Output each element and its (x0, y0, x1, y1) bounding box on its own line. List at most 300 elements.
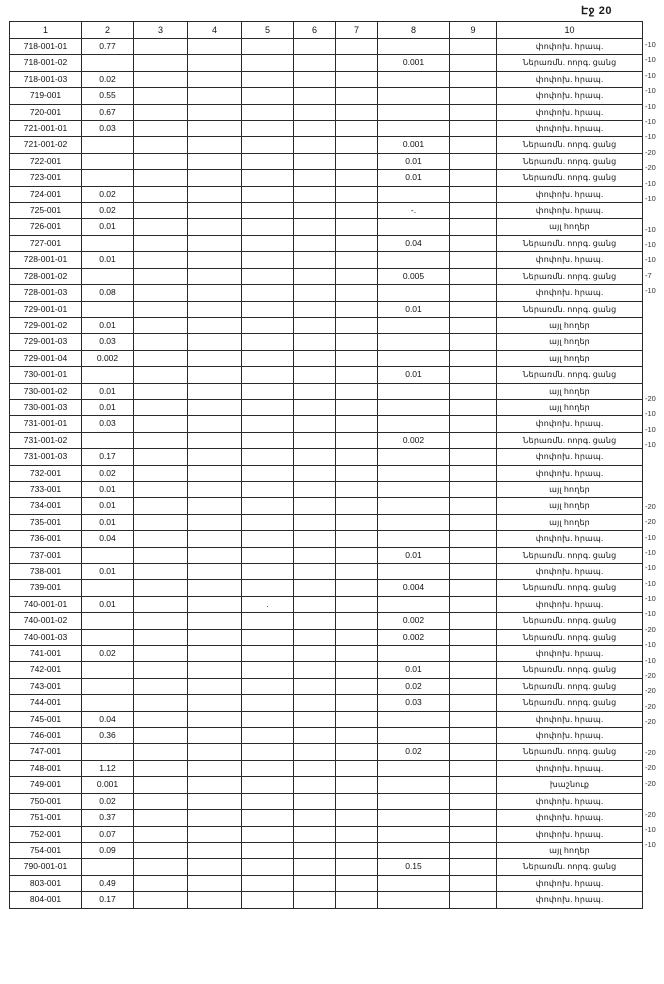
cell-7 (336, 432, 378, 448)
cell-4 (188, 252, 242, 268)
cell-7 (336, 596, 378, 612)
margin-mark: -20 (645, 624, 656, 634)
cell-10: փոփոխ. հրապ. (497, 104, 643, 120)
cell-7 (336, 153, 378, 169)
cell-5 (242, 695, 294, 711)
table-row (10, 842, 643, 858)
cell-8: 0.01 (378, 301, 450, 317)
margin-mark (645, 453, 664, 468)
margin-mark (645, 206, 664, 221)
cell-3 (134, 810, 188, 826)
table-row (10, 170, 643, 186)
cell-1: 733-001 (10, 481, 82, 497)
table-row (10, 350, 643, 366)
cell-6 (294, 531, 336, 547)
cell-6 (294, 88, 336, 104)
cell-1: 744-001 (10, 695, 82, 711)
cell-3 (134, 268, 188, 284)
cell-2: 0.001 (82, 777, 134, 793)
table-row (10, 104, 643, 120)
cell-7 (336, 760, 378, 776)
margin-annotations (645, 37, 664, 853)
cell-6 (294, 695, 336, 711)
cell-9 (450, 350, 497, 366)
cell-2 (82, 695, 134, 711)
column-header-6: 6 (294, 22, 336, 39)
cell-1: 736-001 (10, 531, 82, 547)
cell-8 (378, 383, 450, 399)
cell-8 (378, 334, 450, 350)
cell-2: 0.17 (82, 449, 134, 465)
cell-7 (336, 662, 378, 678)
cell-5 (242, 613, 294, 629)
cell-9 (450, 744, 497, 760)
cell-7 (336, 170, 378, 186)
cell-7 (336, 55, 378, 71)
table-row (10, 531, 643, 547)
cell-10: փոփոխ. հրապ. (497, 826, 643, 842)
cell-5 (242, 662, 294, 678)
cell-5 (242, 399, 294, 415)
cell-2 (82, 744, 134, 760)
cell-1: 718-001-01 (10, 39, 82, 55)
cell-4 (188, 186, 242, 202)
margin-mark: -7 (645, 270, 652, 280)
cell-6 (294, 711, 336, 727)
margin-mark: -10 (645, 101, 656, 111)
cell-1: 734-001 (10, 498, 82, 514)
cell-8: 0.01 (378, 367, 450, 383)
cell-1: 740-001-02 (10, 613, 82, 629)
cell-2: 0.01 (82, 399, 134, 415)
cell-5 (242, 646, 294, 662)
margin-mark: -20 (645, 163, 656, 173)
table-row (10, 367, 643, 383)
cell-5 (242, 826, 294, 842)
cell-4 (188, 646, 242, 662)
cell-2: 0.03 (82, 416, 134, 432)
cell-8: 0.15 (378, 859, 450, 875)
cell-9 (450, 301, 497, 317)
cell-10: այլ հողեր (497, 334, 643, 350)
cell-1: 731-001-01 (10, 416, 82, 432)
cell-3 (134, 285, 188, 301)
cell-3 (134, 547, 188, 563)
cell-10: Ներառմն. ոորգ. ցանց (497, 629, 643, 645)
land-registry-table (9, 21, 643, 909)
cell-6 (294, 481, 336, 497)
cell-5 (242, 481, 294, 497)
cell-1: 726-001 (10, 219, 82, 235)
cell-5 (242, 892, 294, 908)
cell-6 (294, 285, 336, 301)
margin-mark (645, 376, 664, 391)
table-row (10, 71, 643, 87)
cell-2: 0.02 (82, 203, 134, 219)
cell-1: 719-001 (10, 88, 82, 104)
cell-6 (294, 744, 336, 760)
cell-2: 0.49 (82, 875, 134, 891)
cell-8: 0.001 (378, 55, 450, 71)
cell-2: 0.02 (82, 793, 134, 809)
cell-2 (82, 301, 134, 317)
cell-5 (242, 88, 294, 104)
cell-4 (188, 728, 242, 744)
cell-3 (134, 350, 188, 366)
cell-9 (450, 531, 497, 547)
cell-1: 751-001 (10, 810, 82, 826)
cell-4 (188, 285, 242, 301)
cell-1: 732-001 (10, 465, 82, 481)
cell-7 (336, 416, 378, 432)
cell-9 (450, 186, 497, 202)
cell-8: 0.01 (378, 547, 450, 563)
cell-4 (188, 301, 242, 317)
cell-8 (378, 465, 450, 481)
cell-4 (188, 235, 242, 251)
cell-7 (336, 498, 378, 514)
table-row (10, 744, 643, 760)
cell-7 (336, 810, 378, 826)
cell-6 (294, 564, 336, 580)
cell-6 (294, 170, 336, 186)
table-row (10, 301, 643, 317)
cell-2 (82, 367, 134, 383)
cell-1: 749-001 (10, 777, 82, 793)
cell-2: 0.01 (82, 252, 134, 268)
table-row (10, 334, 643, 350)
margin-mark: -20 (645, 701, 656, 711)
cell-10: Ներառմն. ոորգ. ցանց (497, 695, 643, 711)
margin-mark: -10 (645, 86, 656, 96)
cell-4 (188, 826, 242, 842)
cell-5 (242, 760, 294, 776)
cell-8 (378, 252, 450, 268)
cell-6 (294, 71, 336, 87)
cell-1: 737-001 (10, 547, 82, 563)
cell-8 (378, 711, 450, 727)
margin-mark: -10 (645, 55, 656, 65)
cell-1: 728-001-01 (10, 252, 82, 268)
cell-10: փոփոխ. հրապ. (497, 728, 643, 744)
table-row (10, 777, 643, 793)
cell-9 (450, 203, 497, 219)
cell-9 (450, 121, 497, 137)
cell-4 (188, 268, 242, 284)
cell-4 (188, 547, 242, 563)
cell-8: 0.002 (378, 629, 450, 645)
cell-2: 0.03 (82, 121, 134, 137)
cell-10: փոփոխ. հրապ. (497, 531, 643, 547)
cell-3 (134, 531, 188, 547)
cell-2: 0.01 (82, 564, 134, 580)
cell-4 (188, 432, 242, 448)
table-row (10, 695, 643, 711)
cell-6 (294, 153, 336, 169)
cell-7 (336, 728, 378, 744)
cell-9 (450, 596, 497, 612)
cell-9 (450, 137, 497, 153)
cell-6 (294, 432, 336, 448)
cell-6 (294, 613, 336, 629)
cell-2: 0.37 (82, 810, 134, 826)
cell-9 (450, 383, 497, 399)
cell-2: 0.17 (82, 892, 134, 908)
cell-8 (378, 39, 450, 55)
cell-9 (450, 564, 497, 580)
cell-8 (378, 760, 450, 776)
cell-3 (134, 399, 188, 415)
cell-3 (134, 465, 188, 481)
cell-1: 745-001 (10, 711, 82, 727)
cell-4 (188, 203, 242, 219)
cell-10: Ներառմն. ոորգ. ցանց (497, 580, 643, 596)
cell-5 (242, 728, 294, 744)
cell-6 (294, 826, 336, 842)
cell-1: 723-001 (10, 170, 82, 186)
cell-2: 0.01 (82, 481, 134, 497)
cell-7 (336, 842, 378, 858)
cell-1: 748-001 (10, 760, 82, 776)
cell-4 (188, 760, 242, 776)
cell-9 (450, 842, 497, 858)
cell-2 (82, 629, 134, 645)
cell-9 (450, 39, 497, 55)
cell-6 (294, 334, 336, 350)
cell-5 (242, 367, 294, 383)
cell-9 (450, 629, 497, 645)
cell-1: 790-001-01 (10, 859, 82, 875)
cell-9 (450, 268, 497, 284)
cell-9 (450, 760, 497, 776)
cell-7 (336, 695, 378, 711)
cell-3 (134, 760, 188, 776)
cell-7 (336, 481, 378, 497)
cell-3 (134, 71, 188, 87)
table-row (10, 383, 643, 399)
cell-5 (242, 580, 294, 596)
table-row (10, 711, 643, 727)
cell-10: Ներառմն. ոորգ. ցանց (497, 268, 643, 284)
cell-7 (336, 235, 378, 251)
cell-6 (294, 875, 336, 891)
cell-1: 721-001-02 (10, 137, 82, 153)
margin-mark (645, 345, 664, 360)
cell-1: 731-001-02 (10, 432, 82, 448)
column-header-8: 8 (378, 22, 450, 39)
cell-8: 0.005 (378, 268, 450, 284)
table-row (10, 596, 643, 612)
cell-7 (336, 711, 378, 727)
table-row (10, 810, 643, 826)
cell-1: 739-001 (10, 580, 82, 596)
cell-7 (336, 744, 378, 760)
cell-9 (450, 613, 497, 629)
cell-6 (294, 793, 336, 809)
cell-5 (242, 104, 294, 120)
cell-7 (336, 859, 378, 875)
cell-2: 0.01 (82, 596, 134, 612)
cell-6 (294, 252, 336, 268)
cell-4 (188, 170, 242, 186)
cell-3 (134, 826, 188, 842)
cell-2: 0.01 (82, 383, 134, 399)
cell-5 (242, 71, 294, 87)
cell-2: 0.01 (82, 498, 134, 514)
margin-mark (645, 314, 664, 329)
margin-mark: -20 (645, 147, 656, 157)
cell-5 (242, 121, 294, 137)
cell-9 (450, 252, 497, 268)
cell-10: փոփոխ. հրապ. (497, 88, 643, 104)
cell-6 (294, 219, 336, 235)
cell-9 (450, 432, 497, 448)
cell-8 (378, 875, 450, 891)
cell-2: 0.55 (82, 88, 134, 104)
cell-5 (242, 744, 294, 760)
cell-10: այլ հողեր (497, 399, 643, 415)
cell-5 (242, 842, 294, 858)
cell-3 (134, 55, 188, 71)
cell-7 (336, 104, 378, 120)
cell-1: 721-001-01 (10, 121, 82, 137)
table-row (10, 728, 643, 744)
cell-2 (82, 153, 134, 169)
cell-9 (450, 892, 497, 908)
cell-2: 0.002 (82, 350, 134, 366)
cell-6 (294, 39, 336, 55)
cell-8 (378, 449, 450, 465)
cell-5 (242, 153, 294, 169)
cell-3 (134, 137, 188, 153)
cell-1: 740-001-03 (10, 629, 82, 645)
cell-10: այլ հողեր (497, 481, 643, 497)
cell-6 (294, 728, 336, 744)
margin-mark: -10 (645, 409, 656, 419)
cell-5 (242, 235, 294, 251)
margin-mark (645, 468, 664, 483)
cell-6 (294, 596, 336, 612)
cell-8: 0.02 (378, 678, 450, 694)
table-row (10, 547, 643, 563)
cell-2: 0.04 (82, 531, 134, 547)
cell-3 (134, 235, 188, 251)
table-row (10, 498, 643, 514)
margin-mark: -20 (645, 517, 656, 527)
cell-8 (378, 793, 450, 809)
cell-1: 742-001 (10, 662, 82, 678)
cell-8: 0.03 (378, 695, 450, 711)
cell-7 (336, 203, 378, 219)
cell-2: 0.08 (82, 285, 134, 301)
cell-7 (336, 88, 378, 104)
cell-7 (336, 334, 378, 350)
cell-7 (336, 268, 378, 284)
cell-8 (378, 777, 450, 793)
cell-3 (134, 777, 188, 793)
margin-mark: -20 (645, 686, 656, 696)
table-header-row (10, 22, 643, 39)
cell-6 (294, 547, 336, 563)
cell-5 (242, 547, 294, 563)
cell-3 (134, 793, 188, 809)
cell-6 (294, 416, 336, 432)
cell-6 (294, 646, 336, 662)
cell-9 (450, 465, 497, 481)
cell-10: փոփոխ. հրապ. (497, 186, 643, 202)
cell-4 (188, 219, 242, 235)
cell-1: 743-001 (10, 678, 82, 694)
margin-mark: -10 (645, 116, 656, 126)
cell-1: 728-001-03 (10, 285, 82, 301)
cell-3 (134, 514, 188, 530)
cell-10: այլ հողեր (497, 498, 643, 514)
cell-8: 0.002 (378, 432, 450, 448)
cell-4 (188, 399, 242, 415)
margin-mark (645, 730, 664, 745)
cell-10: փոփոխ. հրապ. (497, 646, 643, 662)
cell-3 (134, 317, 188, 333)
cell-6 (294, 514, 336, 530)
cell-10: այլ հողեր (497, 219, 643, 235)
margin-mark: -10 (645, 70, 656, 80)
column-header-2: 2 (82, 22, 134, 39)
cell-6 (294, 104, 336, 120)
cell-7 (336, 186, 378, 202)
cell-4 (188, 613, 242, 629)
margin-mark: -10 (645, 655, 656, 665)
cell-10: Ներառմն. ոորգ. ցանց (497, 137, 643, 153)
cell-6 (294, 842, 336, 858)
cell-6 (294, 268, 336, 284)
table-row (10, 137, 643, 153)
cell-3 (134, 875, 188, 891)
cell-7 (336, 465, 378, 481)
cell-7 (336, 350, 378, 366)
cell-8 (378, 219, 450, 235)
cell-6 (294, 662, 336, 678)
cell-6 (294, 465, 336, 481)
cell-10: Ներառմն. ոորգ. ցանց (497, 744, 643, 760)
cell-3 (134, 498, 188, 514)
cell-10: փոփոխ. հրապ. (497, 892, 643, 908)
cell-3 (134, 744, 188, 760)
cell-9 (450, 711, 497, 727)
cell-8 (378, 481, 450, 497)
margin-mark (645, 791, 664, 806)
cell-7 (336, 826, 378, 842)
cell-5 (242, 449, 294, 465)
table-row (10, 564, 643, 580)
cell-4 (188, 875, 242, 891)
cell-8 (378, 104, 450, 120)
table-row (10, 580, 643, 596)
cell-1: 731-001-03 (10, 449, 82, 465)
cell-10: փոփոխ. հրապ. (497, 252, 643, 268)
cell-8 (378, 892, 450, 908)
cell-6 (294, 629, 336, 645)
cell-2: 0.01 (82, 219, 134, 235)
cell-3 (134, 301, 188, 317)
cell-3 (134, 104, 188, 120)
cell-9 (450, 678, 497, 694)
cell-4 (188, 810, 242, 826)
cell-9 (450, 777, 497, 793)
margin-mark: -10 (645, 132, 656, 142)
cell-2: 0.04 (82, 711, 134, 727)
margin-mark: -20 (645, 747, 656, 757)
cell-8 (378, 810, 450, 826)
